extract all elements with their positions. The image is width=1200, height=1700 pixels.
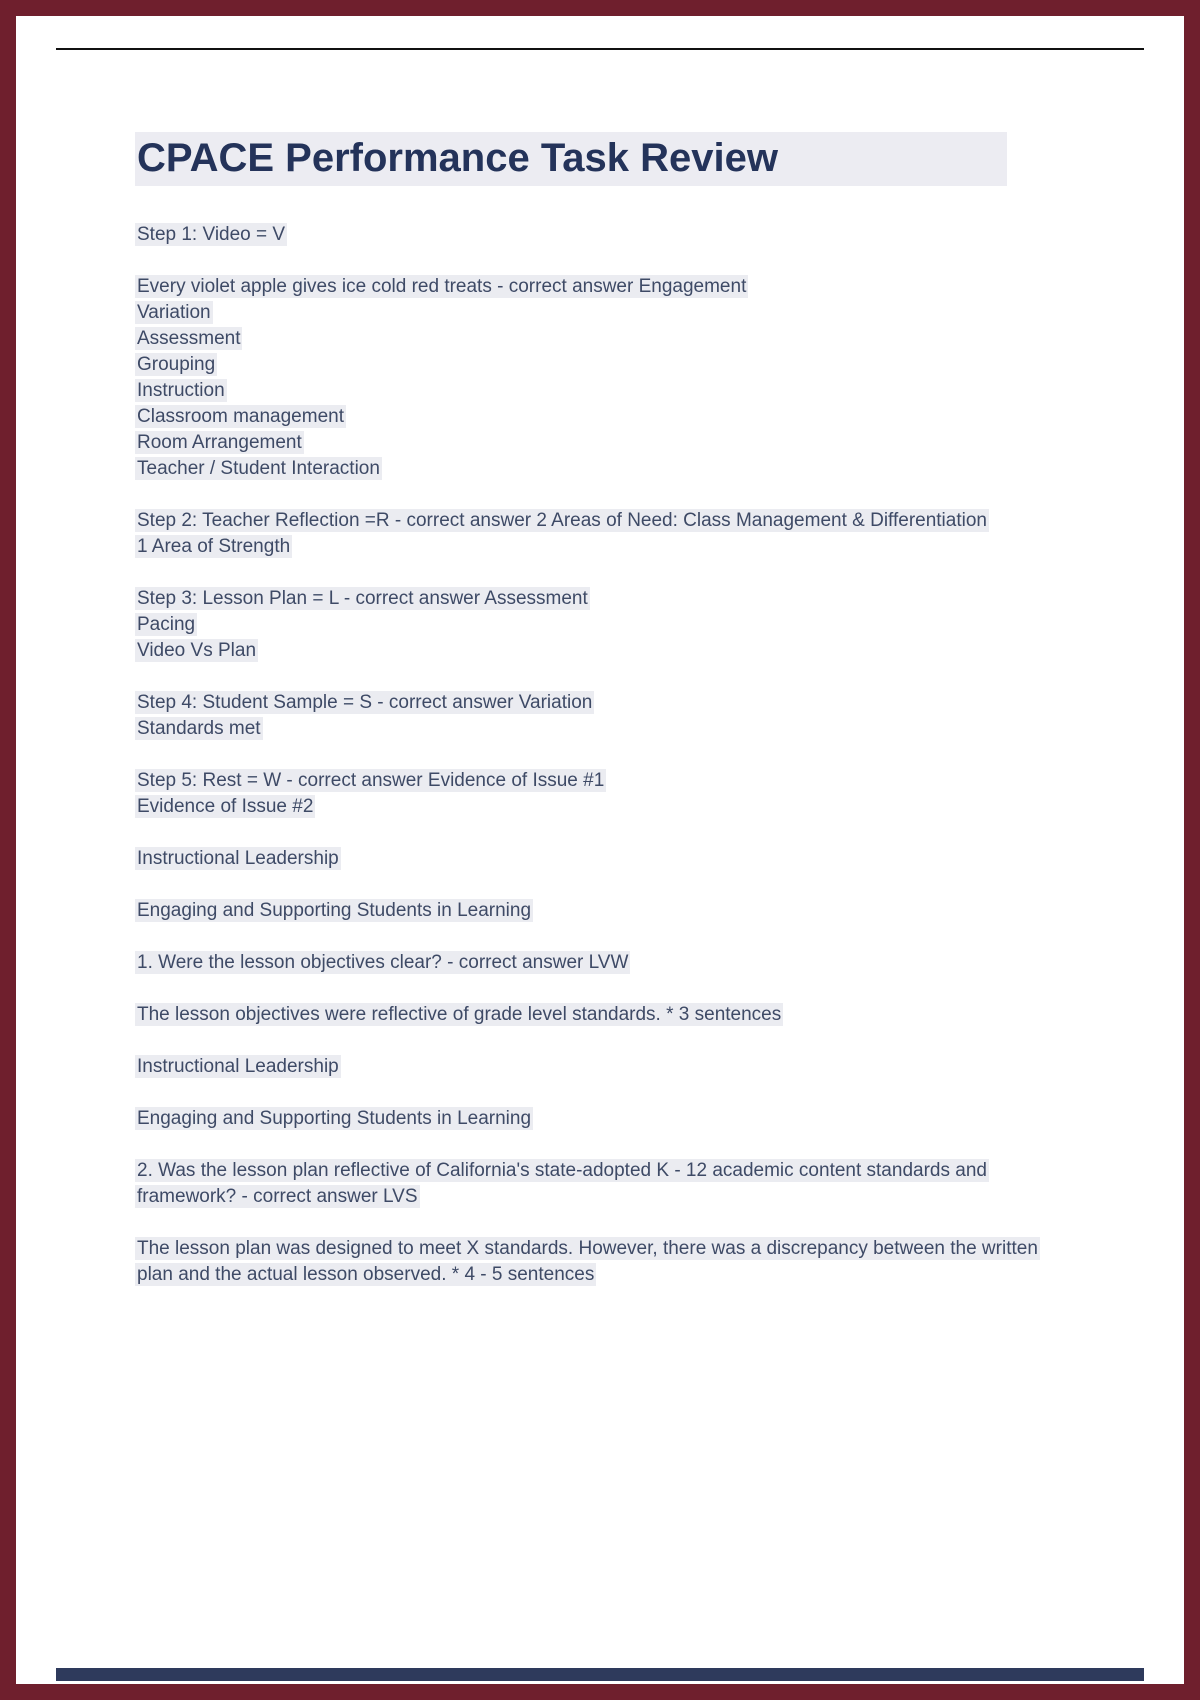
- paragraph-question-2: [135, 1158, 1054, 1210]
- text-line: [135, 326, 1054, 352]
- highlighted-text: Room Arrangement: [137, 432, 302, 453]
- highlighted-text: 1. Were the lesson objectives clear? - correct answer LVW: [137, 952, 629, 973]
- document-body: [135, 222, 1054, 1288]
- text-line: [135, 274, 1054, 300]
- highlighted-text: Engaging and Supporting Students in Learning: [137, 1108, 532, 1129]
- highlighted-text: Step 4: Student Sample = S - correct answer Variation: [137, 692, 593, 713]
- text-line: [135, 508, 1054, 534]
- text-line: [135, 404, 1054, 430]
- highlighted-text: Instruction: [137, 380, 225, 401]
- highlighted-text: Classroom management: [137, 406, 344, 427]
- text-line: [135, 456, 1054, 482]
- highlighted-text: Step 5: Rest = W - correct answer Evidence of Issue #1: [137, 770, 605, 791]
- paragraph-engaging-students-2: [135, 1106, 1054, 1132]
- paragraph-question-1: [135, 950, 1054, 976]
- highlighted-text: Standards met: [137, 718, 261, 739]
- text-line: [135, 612, 1054, 638]
- text-line: [135, 716, 1054, 742]
- text-line: [135, 1106, 1054, 1132]
- text-line: [135, 846, 1054, 872]
- text-line: [135, 1236, 1054, 1288]
- highlighted-text: Engaging and Supporting Students in Learning: [137, 900, 532, 921]
- highlighted-text: Step 2: Teacher Reflection =R - correct answer 2 Areas of Need: Class Management & Differentiation: [137, 510, 987, 531]
- paragraph-step1: [135, 222, 1054, 248]
- bottom-accent-bar: [56, 1668, 1144, 1681]
- paragraph-step5: [135, 768, 1054, 820]
- text-line: [135, 352, 1054, 378]
- highlighted-text: Instructional Leadership: [137, 848, 339, 869]
- text-line: [135, 638, 1054, 664]
- paragraph-engaging-students-1: [135, 898, 1054, 924]
- highlighted-text: Pacing: [137, 614, 196, 635]
- text-line: [135, 300, 1054, 326]
- highlighted-text: 1 Area of Strength: [137, 536, 291, 557]
- document-content: [135, 16, 1054, 1314]
- text-line: [135, 898, 1054, 924]
- text-line: [135, 534, 1054, 560]
- highlighted-text: The lesson objectives were reflective of grade level standards. * 3 sentences: [137, 1004, 782, 1025]
- text-line: [135, 1158, 1054, 1210]
- paragraph-step4: [135, 690, 1054, 742]
- highlighted-text: Teacher / Student Interaction: [137, 458, 380, 479]
- text-line: [135, 430, 1054, 456]
- text-line: [135, 378, 1054, 404]
- paragraph-instructional-leadership-2: [135, 1054, 1054, 1080]
- text-line: [135, 950, 1054, 976]
- document-page: [16, 16, 1184, 1684]
- text-line: [135, 794, 1054, 820]
- highlighted-text: Video Vs Plan: [137, 640, 257, 661]
- highlighted-text: Step 3: Lesson Plan = L - correct answer Assessment: [137, 588, 588, 609]
- highlighted-text: Evidence of Issue #2: [137, 796, 314, 817]
- paragraph-step2: [135, 508, 1054, 560]
- highlighted-text: Every violet apple gives ice cold red treats - correct answer Engagement: [137, 276, 747, 297]
- text-line: [135, 222, 1054, 248]
- text-line: [135, 1054, 1054, 1080]
- paragraph-answer-2: [135, 1236, 1054, 1288]
- text-line: [135, 1002, 1054, 1028]
- paragraph-instructional-leadership-1: [135, 846, 1054, 872]
- highlighted-text: 2. Was the lesson plan reflective of California's state-adopted K - 12 academic content standards and framework? - correct answer LVS: [137, 1160, 987, 1207]
- paragraph-step1-answer: [135, 274, 1054, 482]
- highlighted-text: Variation: [137, 302, 211, 323]
- highlighted-text: Assessment: [137, 328, 241, 349]
- text-line: [135, 768, 1054, 794]
- highlighted-text: Instructional Leadership: [137, 1056, 339, 1077]
- text-line: [135, 586, 1054, 612]
- text-line: [135, 690, 1054, 716]
- highlighted-text: Grouping: [137, 354, 216, 375]
- highlighted-text: Step 1: Video = V: [137, 224, 286, 245]
- paragraph-answer-1: [135, 1002, 1054, 1028]
- paragraph-step3: [135, 586, 1054, 664]
- highlighted-text: The lesson plan was designed to meet X standards. However, there was a discrepancy between the written plan and the actual lesson observed. * 4 - 5 sentences: [137, 1238, 1038, 1285]
- page-title: CPACE Performance Task Review: [135, 132, 1007, 186]
